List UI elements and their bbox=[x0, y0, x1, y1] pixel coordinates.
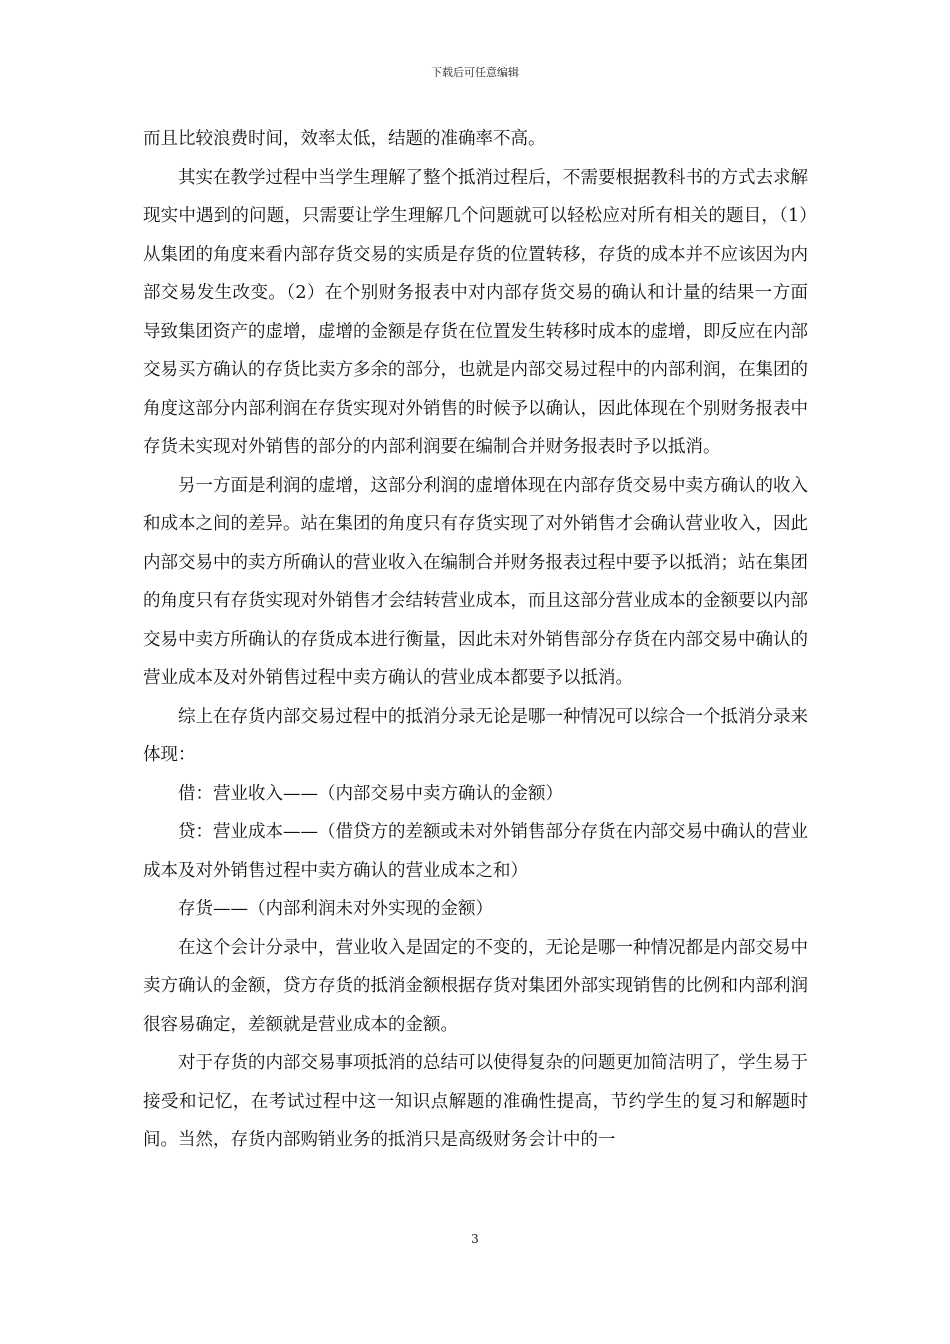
paragraph-summary-entry: 综上在存货内部交易过程中的抵消分录无论是哪一种情况可以综合一个抵消分录来体现： bbox=[143, 706, 808, 765]
paragraph-continued: 而且比较浪费时间，效率太低，结题的准确率不高。 bbox=[143, 129, 546, 149]
paragraph-elimination-principles: 其实在教学过程中当学生理解了整个抵消过程后，不需要根据教科书的方式去求解现实中遇到的问题，只需要让学生理解几个问题就可以轻松应对所有相关的题目，（1）从集团的角度来看内部存货交易的实质是存货的位置转移，存货的成本并不应该因为内部交易发生改变。（2）在个别财务报表中对内部存货交易的确认和计量的结果一方面导致集团资产的虚增，虚增的金额是存货在位置发生转移时成本的虚增，即反应在内部交易买方确认的存货比卖方多余的部分，也就是内部交易过程中的内部利润，在集团的角度这部分内部利润在存货实现对外销售的时候予以确认，因此体现在个别财务报表中存货未实现对外销售的部分的内部利润要在编制合并财务报表时予以抵消。 bbox=[143, 167, 808, 457]
page-header: 下载后可任意编辑 bbox=[431, 66, 519, 79]
journal-entry-credit-inventory: 存货——（内部利润未对外实现的金额） bbox=[178, 899, 493, 919]
paragraph-profit-inflation: 另一方面是利润的虚增，这部分利润的虚增体现在内部存货交易中卖方确认的收入和成本之间的差异。站在集团的角度只有存货实现了对外销售才会确认营业收入，因此内部交易中的卖方所确认的营业收入在编制合并财务报表过程中要予以抵消；站在集团的角度只有存货实现对外销售才会结转营业成本，而且这部分营业成本的金额要以内部交易中卖方所确认的存货成本进行衡量，因此未对外销售部分存货在内部交易中确认的营业成本及对外销售过程中卖方确认的营业成本都要予以抵消。 bbox=[143, 475, 808, 688]
page-number: 3 bbox=[471, 1232, 479, 1246]
paragraph-entry-explanation: 在这个会计分录中，营业收入是固定的不变的，无论是哪一种情况都是内部交易中卖方确认的金额，贷方存货的抵消金额根据存货对集团外部实现销售的比例和内部利润很容易确定，差额就是营业成本的金额。 bbox=[143, 937, 808, 1035]
paragraph-conclusion: 对于存货的内部交易事项抵消的总结可以使得复杂的问题更加简洁明了，学生易于接受和记忆，在考试过程中这一知识点解题的准确性提高，节约学生的复习和解题时间。当然，存货内部购销业务的抵消只是高级财务会计中的一 bbox=[143, 1053, 808, 1150]
journal-entry-debit: 借：营业收入——（内部交易中卖方确认的金额） bbox=[178, 783, 563, 804]
journal-entry-credit-cost: 贷：营业成本——（借贷方的差额或未对外销售部分存货在内部交易中确认的营业成本及对外销售过程中卖方确认的营业成本之和） bbox=[143, 822, 808, 881]
document-body bbox=[143, 120, 808, 1160]
